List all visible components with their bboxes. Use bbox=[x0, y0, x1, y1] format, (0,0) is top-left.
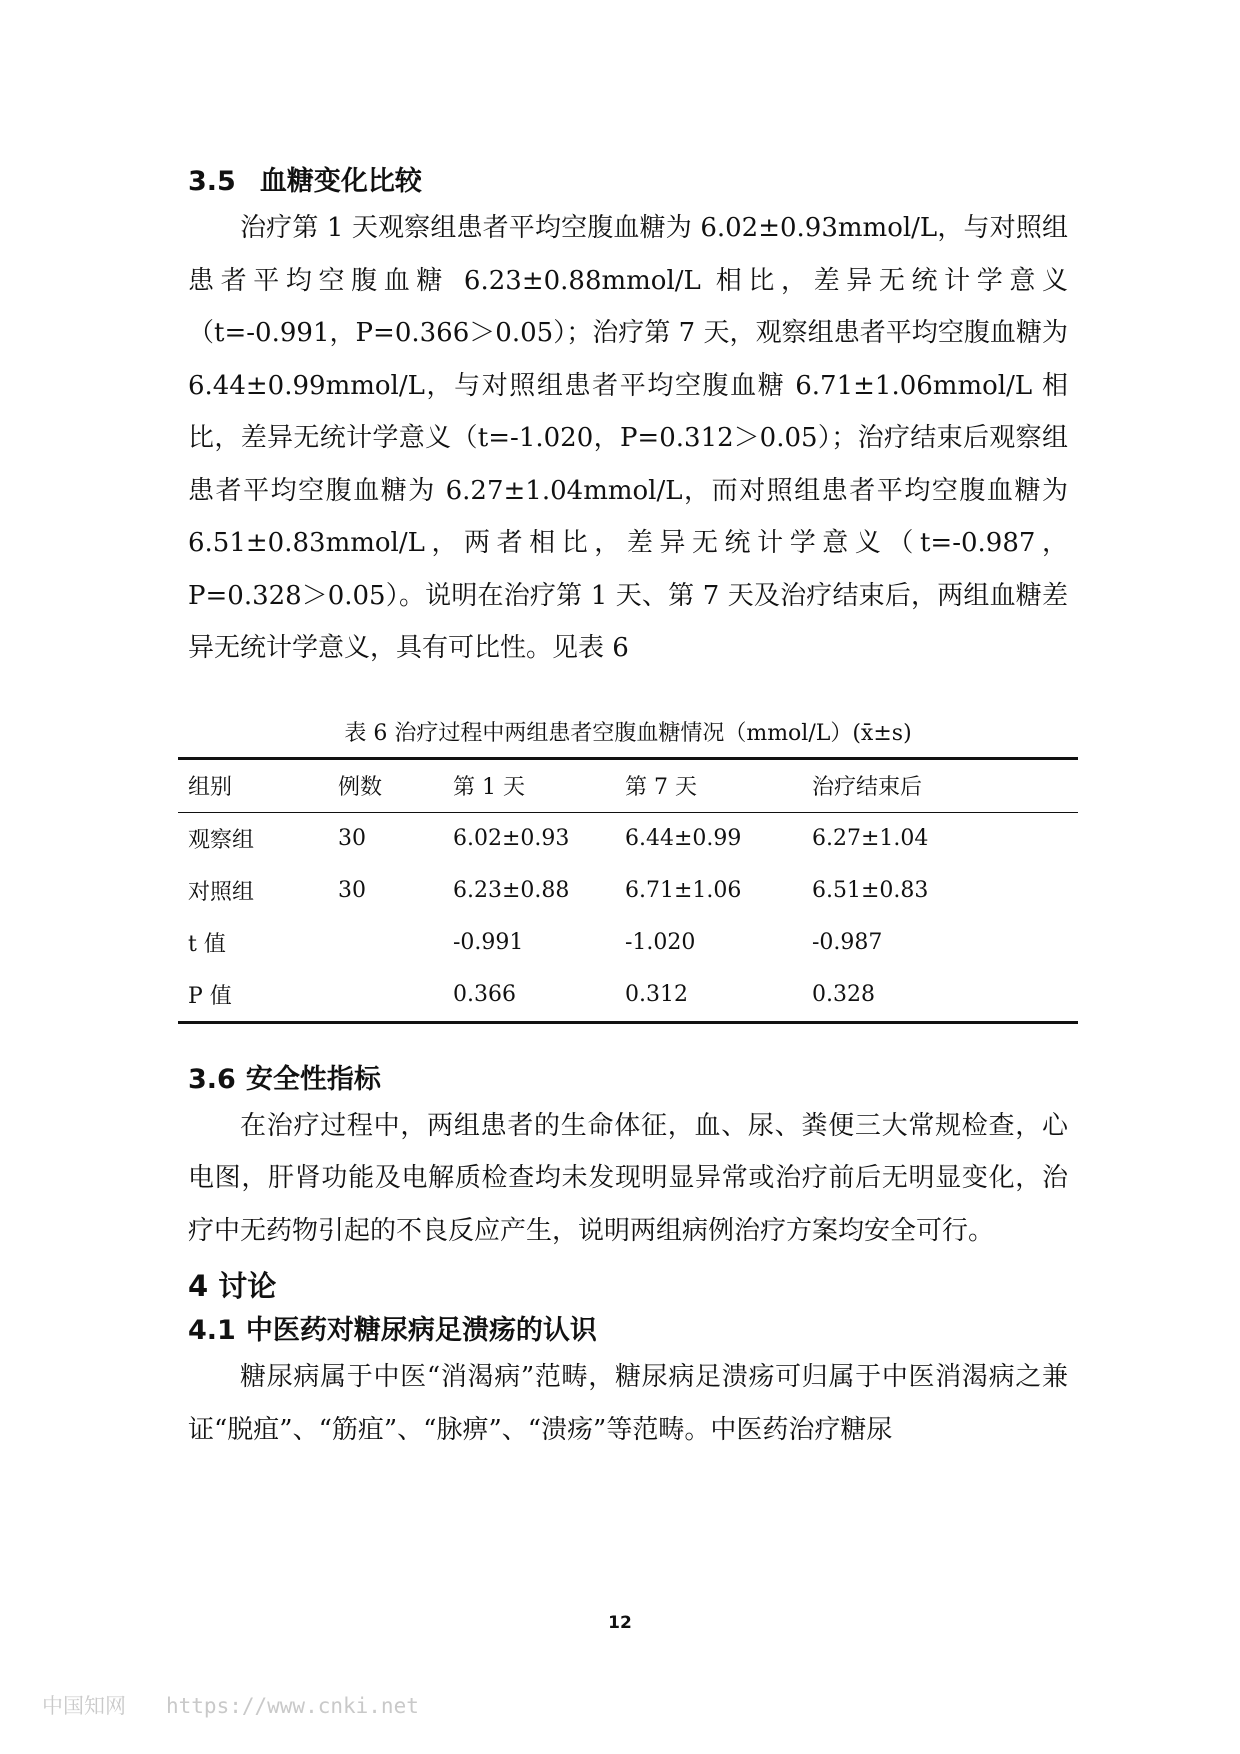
table-cell: 6.51±0.83 bbox=[812, 878, 929, 903]
table-caption: 表 6 治疗过程中两组患者空腹血糖情况（mmol/L）(x̄±s) bbox=[344, 720, 912, 746]
paragraph-4-1: 糖尿病属于中医“消渴病”范畴，糖尿病足溃疡可归属于中医消渴病之兼证“脱疽”、“筋疽”、“脉痹”、“溃疡”等范畴。中医药治疗糖尿 bbox=[188, 1362, 1068, 1445]
section-title: 讨论 bbox=[218, 1269, 277, 1303]
page-number: 12 bbox=[608, 1613, 632, 1633]
section-title: 血糖变化比较 bbox=[259, 166, 422, 197]
table-header-row bbox=[178, 758, 1078, 812]
table-cell: 6.71±1.06 bbox=[625, 878, 742, 903]
table-cell: P 值 bbox=[178, 969, 328, 1023]
table-cell: 对照组 bbox=[188, 880, 255, 905]
paragraph-3-5: 治疗第 1 天观察组患者平均空腹血糖为 6.02±0.93mmol/L，与对照组患者平均空腹血糖 6.23±0.88mmol/L 相比，差异无统计学意义（t=-0.991，P=0.366＞0.05）；治疗第 7 天，观察组患者平均空腹血糖为 6.44±0.99mmol/L，与对照组患者平均空腹血糖 6.71±1.06mmol/L 相比，差异无统计学意义（t=-1.020，P=0.312＞0.05）；治疗结束后观察组患者平均空腹血糖为 6.27±1.04mmol/L，而对照组患者平均空腹血糖为 6.51±0.83mmol/L，两者相比，差异无统计学意义（t=-0.987，P=0.328＞0.05）。说明在治疗第 1 天、第 7 天及治疗结束后，两组血糖差异无统计学意义，具有可比性。见表 6 bbox=[188, 213, 1068, 663]
cnki-watermark bbox=[42, 1690, 419, 1720]
header-day1: 第 1 天 bbox=[443, 758, 615, 812]
table-cell: 30 bbox=[338, 826, 366, 851]
page-content bbox=[188, 162, 1068, 1456]
table-cell: 6.02±0.93 bbox=[453, 826, 570, 851]
table-cell: 6.44±0.99 bbox=[625, 826, 742, 851]
table-cell: -1.020 bbox=[625, 930, 696, 955]
header-cases: 例数 bbox=[328, 758, 443, 812]
table-row bbox=[178, 969, 1078, 1023]
section-number: 4.1 bbox=[188, 1315, 236, 1346]
table-row bbox=[178, 812, 1078, 865]
table-cell: -0.987 bbox=[812, 930, 883, 955]
table-cell: -0.991 bbox=[453, 930, 524, 955]
header-end: 治疗结束后 bbox=[802, 758, 1078, 812]
section-title: 中医药对糖尿病足溃疡的认识 bbox=[245, 1315, 597, 1346]
section-number: 3.6 bbox=[188, 1063, 236, 1095]
table-cell: 0.328 bbox=[802, 969, 1078, 1023]
table-cell: 6.27±1.04 bbox=[812, 826, 929, 851]
table-cell bbox=[328, 917, 443, 969]
paragraph-3-6: 在治疗过程中，两组患者的生命体征，血、尿、粪便三大常规检查，心电图，肝肾功能及电解质检查均未发现明显异常或治疗前后无明显变化，治疗中无药物引起的不良反应产生，说明两组病例治疗方案均安全可行。 bbox=[188, 1110, 1068, 1246]
table-row bbox=[178, 917, 1078, 969]
table-cell: t 值 bbox=[188, 932, 226, 957]
blood-glucose-table bbox=[178, 757, 1078, 1024]
table-cell: 6.23±0.88 bbox=[453, 878, 570, 903]
table-cell: 0.366 bbox=[443, 969, 615, 1023]
section-title: 安全性指标 bbox=[245, 1063, 381, 1095]
table-cell: 0.312 bbox=[615, 969, 802, 1023]
section-heading-3-5 bbox=[188, 162, 1068, 202]
section-heading-3-6 bbox=[188, 1060, 1068, 1100]
section-number: 4 bbox=[188, 1269, 209, 1303]
header-group: 组别 bbox=[178, 758, 328, 812]
section-number: 3.5 bbox=[188, 166, 236, 197]
watermark-url: https://www.cnki.net bbox=[166, 1694, 419, 1718]
table-row bbox=[178, 865, 1078, 917]
table-cell: 30 bbox=[338, 878, 366, 903]
header-day7: 第 7 天 bbox=[615, 758, 802, 812]
watermark-brand: 中国知网 bbox=[42, 1694, 126, 1718]
table-cell: 观察组 bbox=[188, 828, 255, 853]
section-heading-4 bbox=[188, 1261, 1068, 1311]
table-cell bbox=[328, 969, 443, 1023]
section-heading-4-1 bbox=[188, 1311, 1068, 1351]
